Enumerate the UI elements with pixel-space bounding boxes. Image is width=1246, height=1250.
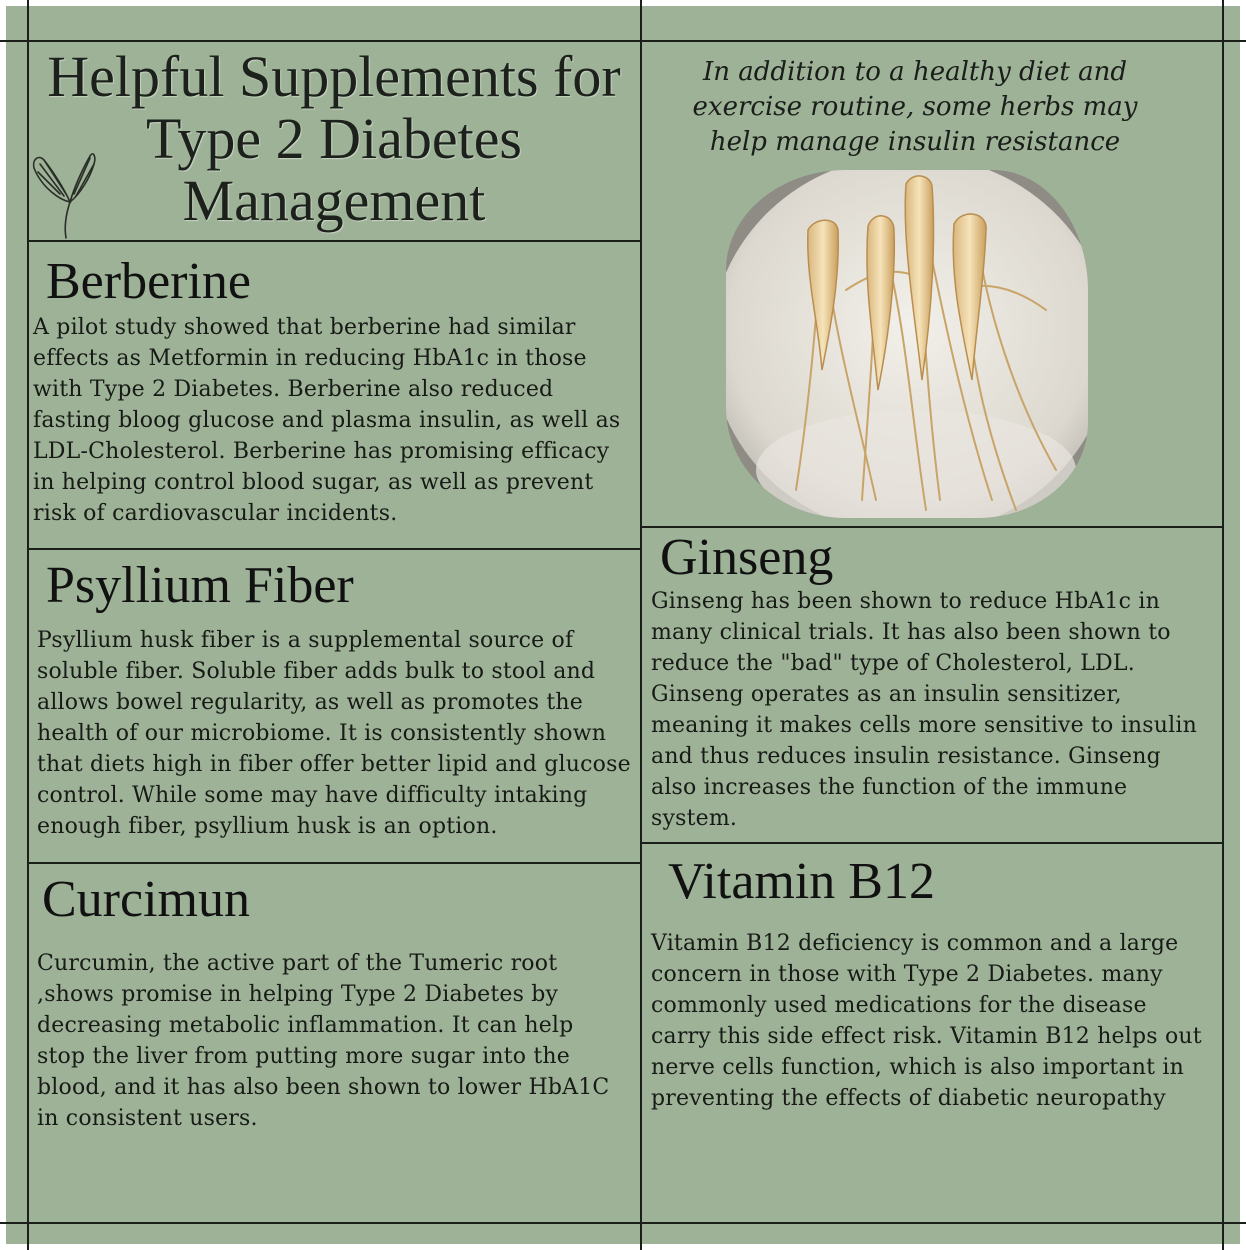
bottom-border-line xyxy=(0,1222,1246,1224)
ginseng-heading: Ginseng xyxy=(660,529,834,586)
intro-text: In addition to a healthy diet and exercise routine, some herbs may help manage insulin resistance xyxy=(692,57,1138,157)
berberine-heading: Berberine xyxy=(46,253,252,310)
b12-heading: Vitamin B12 xyxy=(668,853,935,910)
curcumin-text: Curcumin, the active part of the Tumeric root ,shows promise in helping Type 2 Diabetes by decreasing metabolic inflammation. It can help stop the liver from putting more sugar into the blood, and it has also been shown to lower HbA1C in consistent users. xyxy=(37,951,610,1131)
center-divider-line xyxy=(640,0,642,1250)
divider-ginseng-b12 xyxy=(640,842,1224,844)
top-border-line xyxy=(0,40,1246,42)
psyllium-text: Psyllium husk fiber is a supplemental source of soluble fiber. Soluble fiber adds bulk to stool and allows bowel regularity, as well as promotes the health of our microbiome. It is consistently shown that diets high in fiber offer better lipid and glucose control. While some may have difficulty intaking enough fiber, psyllium husk is an option. xyxy=(37,628,631,839)
ginseng-roots-photo xyxy=(726,170,1088,518)
ginseng-text: Ginseng has been shown to reduce HbA1c in many clinical trials. It has also been shown to reduce the "bad" type of Cholesterol, LDL. Ginseng operates as an insulin sensitizer, meaning it makes cells more sensitive to insulin and thus reduces insulin resistance. Ginseng also increases the function of the immune system. xyxy=(651,589,1197,831)
divider-psyllium-curcumin xyxy=(27,862,640,864)
b12-text: Vitamin B12 deficiency is common and a large concern in those with Type 2 Diabetes. many commonly used medications for the disease carry this side effect risk. Vitamin B12 helps out nerve cells function, which is also important in preventing the effects of diabetic neuropathy xyxy=(651,931,1202,1111)
divider-title-berberine xyxy=(27,240,640,242)
right-border-line xyxy=(1222,0,1224,1250)
maple-seed-sprig-icon xyxy=(30,148,96,240)
page-title: Helpful Supplements for Type 2 Diabetes Management xyxy=(47,44,621,233)
divider-berberine-psyllium xyxy=(27,548,640,550)
curcumin-heading: Curcimun xyxy=(42,871,250,928)
berberine-text: A pilot study showed that berberine had similar effects as Metformin in reducing HbA1c in those with Type 2 Diabetes. Berberine also reduced fasting bloog glucose and plasma insulin, as well as LDL-Cholesterol. Berberine has promising efficacy in helping control blood sugar, as well as prevent risk of cardiovascular incidents. xyxy=(33,315,621,526)
psyllium-heading: Psyllium Fiber xyxy=(46,557,354,614)
divider-photo-ginseng xyxy=(640,526,1224,528)
